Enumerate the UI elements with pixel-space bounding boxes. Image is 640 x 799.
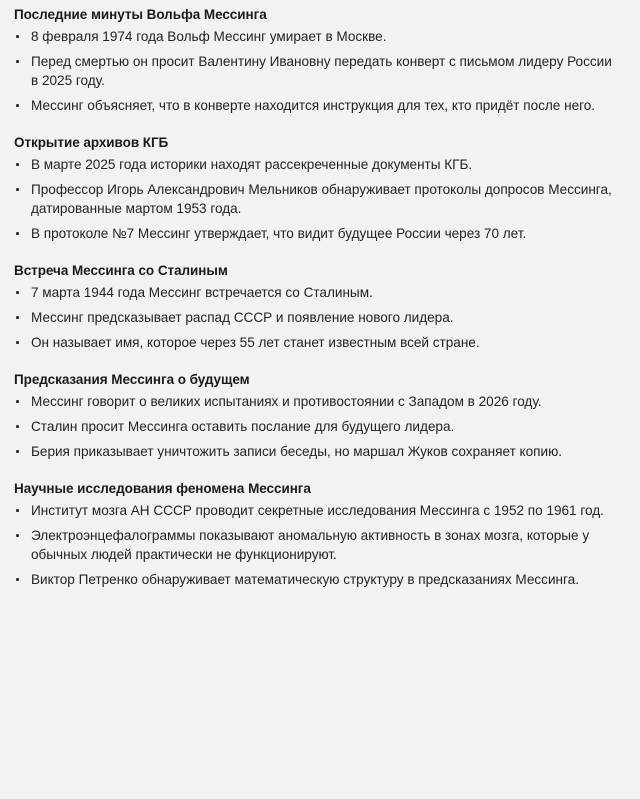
bullet-list <box>14 283 620 352</box>
list-item <box>14 570 620 589</box>
list-item-text: Берия приказывает уничтожить записи беседы, но маршал Жуков сохраняет копию. <box>31 444 562 459</box>
list-item-text: Виктор Петренко обнаруживает математическую структуру в предсказаниях Мессинга. <box>31 572 579 587</box>
list-item <box>14 417 620 436</box>
bullet-dot-icon <box>16 35 19 38</box>
section-heading: Последние минуты Вольфа Мессинга <box>14 7 267 22</box>
list-item-text: Институт мозга АН СССР проводит секретные исследования Мессинга с 1952 по 1961 год. <box>31 503 604 518</box>
bullet-dot-icon <box>16 60 19 63</box>
bullet-dot-icon <box>16 291 19 294</box>
section-heading: Открытие архивов КГБ <box>14 135 169 150</box>
list-item-text: Сталин просит Мессинга оставить послание для будущего лидера. <box>31 419 455 434</box>
list-item <box>14 283 620 302</box>
list-item-text: Мессинг предсказывает распад СССР и появление нового лидера. <box>31 310 454 325</box>
bullet-dot-icon <box>16 188 19 191</box>
section-heading: Предсказания Мессинга о будущем <box>14 372 250 387</box>
list-item <box>14 392 620 411</box>
list-item <box>14 27 620 46</box>
list-item-text: В протоколе №7 Мессинг утверждает, что видит будущее России через 70 лет. <box>31 226 527 241</box>
list-item-text: Перед смертью он просит Валентину Ивановну передать конверт с письмом лидеру России в 2025 году. <box>31 54 612 88</box>
list-item <box>14 224 620 243</box>
bullet-list <box>14 501 620 589</box>
bullet-list <box>14 392 620 461</box>
list-item <box>14 333 620 352</box>
bullet-list <box>14 27 620 115</box>
list-item <box>14 501 620 520</box>
list-item <box>14 52 620 90</box>
list-item-text: Профессор Игорь Александрович Мельников обнаруживает протоколы допросов Мессинга, датированные мартом 1953 года. <box>31 182 612 216</box>
section-heading: Научные исследования феномена Мессинга <box>14 481 311 496</box>
bullet-dot-icon <box>16 534 19 537</box>
section-last-minutes <box>14 4 620 115</box>
bullet-dot-icon <box>16 450 19 453</box>
list-item-text: В марте 2025 года историки находят рассекреченные документы КГБ. <box>31 157 473 172</box>
bullet-dot-icon <box>16 232 19 235</box>
list-item-text: 7 марта 1944 года Мессинг встречается со Сталиным. <box>31 285 373 300</box>
bullet-dot-icon <box>16 425 19 428</box>
section-future-predictions <box>14 352 620 461</box>
section-stalin-meeting <box>14 243 620 352</box>
bullet-dot-icon <box>16 341 19 344</box>
list-item-text: Мессинг объясняет, что в конверте находится инструкция для тех, кто придёт после него. <box>31 98 596 113</box>
list-item <box>14 96 620 115</box>
section-heading: Встреча Мессинга со Сталиным <box>14 263 228 278</box>
bullet-dot-icon <box>16 104 19 107</box>
list-item-text: 8 февраля 1974 года Вольф Мессинг умирает в Москве. <box>31 29 387 44</box>
list-item-text: Мессинг говорит о великих испытаниях и противостоянии с Западом в 2026 году. <box>31 394 542 409</box>
bullet-dot-icon <box>16 316 19 319</box>
bullet-dot-icon <box>16 578 19 581</box>
list-item <box>14 308 620 327</box>
bullet-dot-icon <box>16 509 19 512</box>
list-item <box>14 442 620 461</box>
section-scientific-research <box>14 461 620 589</box>
list-item <box>14 155 620 174</box>
list-item-text: Электроэнцефалограммы показывают аномальную активность в зонах мозга, которые у обычных людей практически не функционируют. <box>31 528 590 562</box>
list-item <box>14 526 620 564</box>
bullet-dot-icon <box>16 400 19 403</box>
bullet-dot-icon <box>16 163 19 166</box>
bullet-list <box>14 155 620 243</box>
section-kgb-archives <box>14 115 620 243</box>
list-item <box>14 180 620 218</box>
list-item-text: Он называет имя, которое через 55 лет станет известным всей стране. <box>31 335 480 350</box>
